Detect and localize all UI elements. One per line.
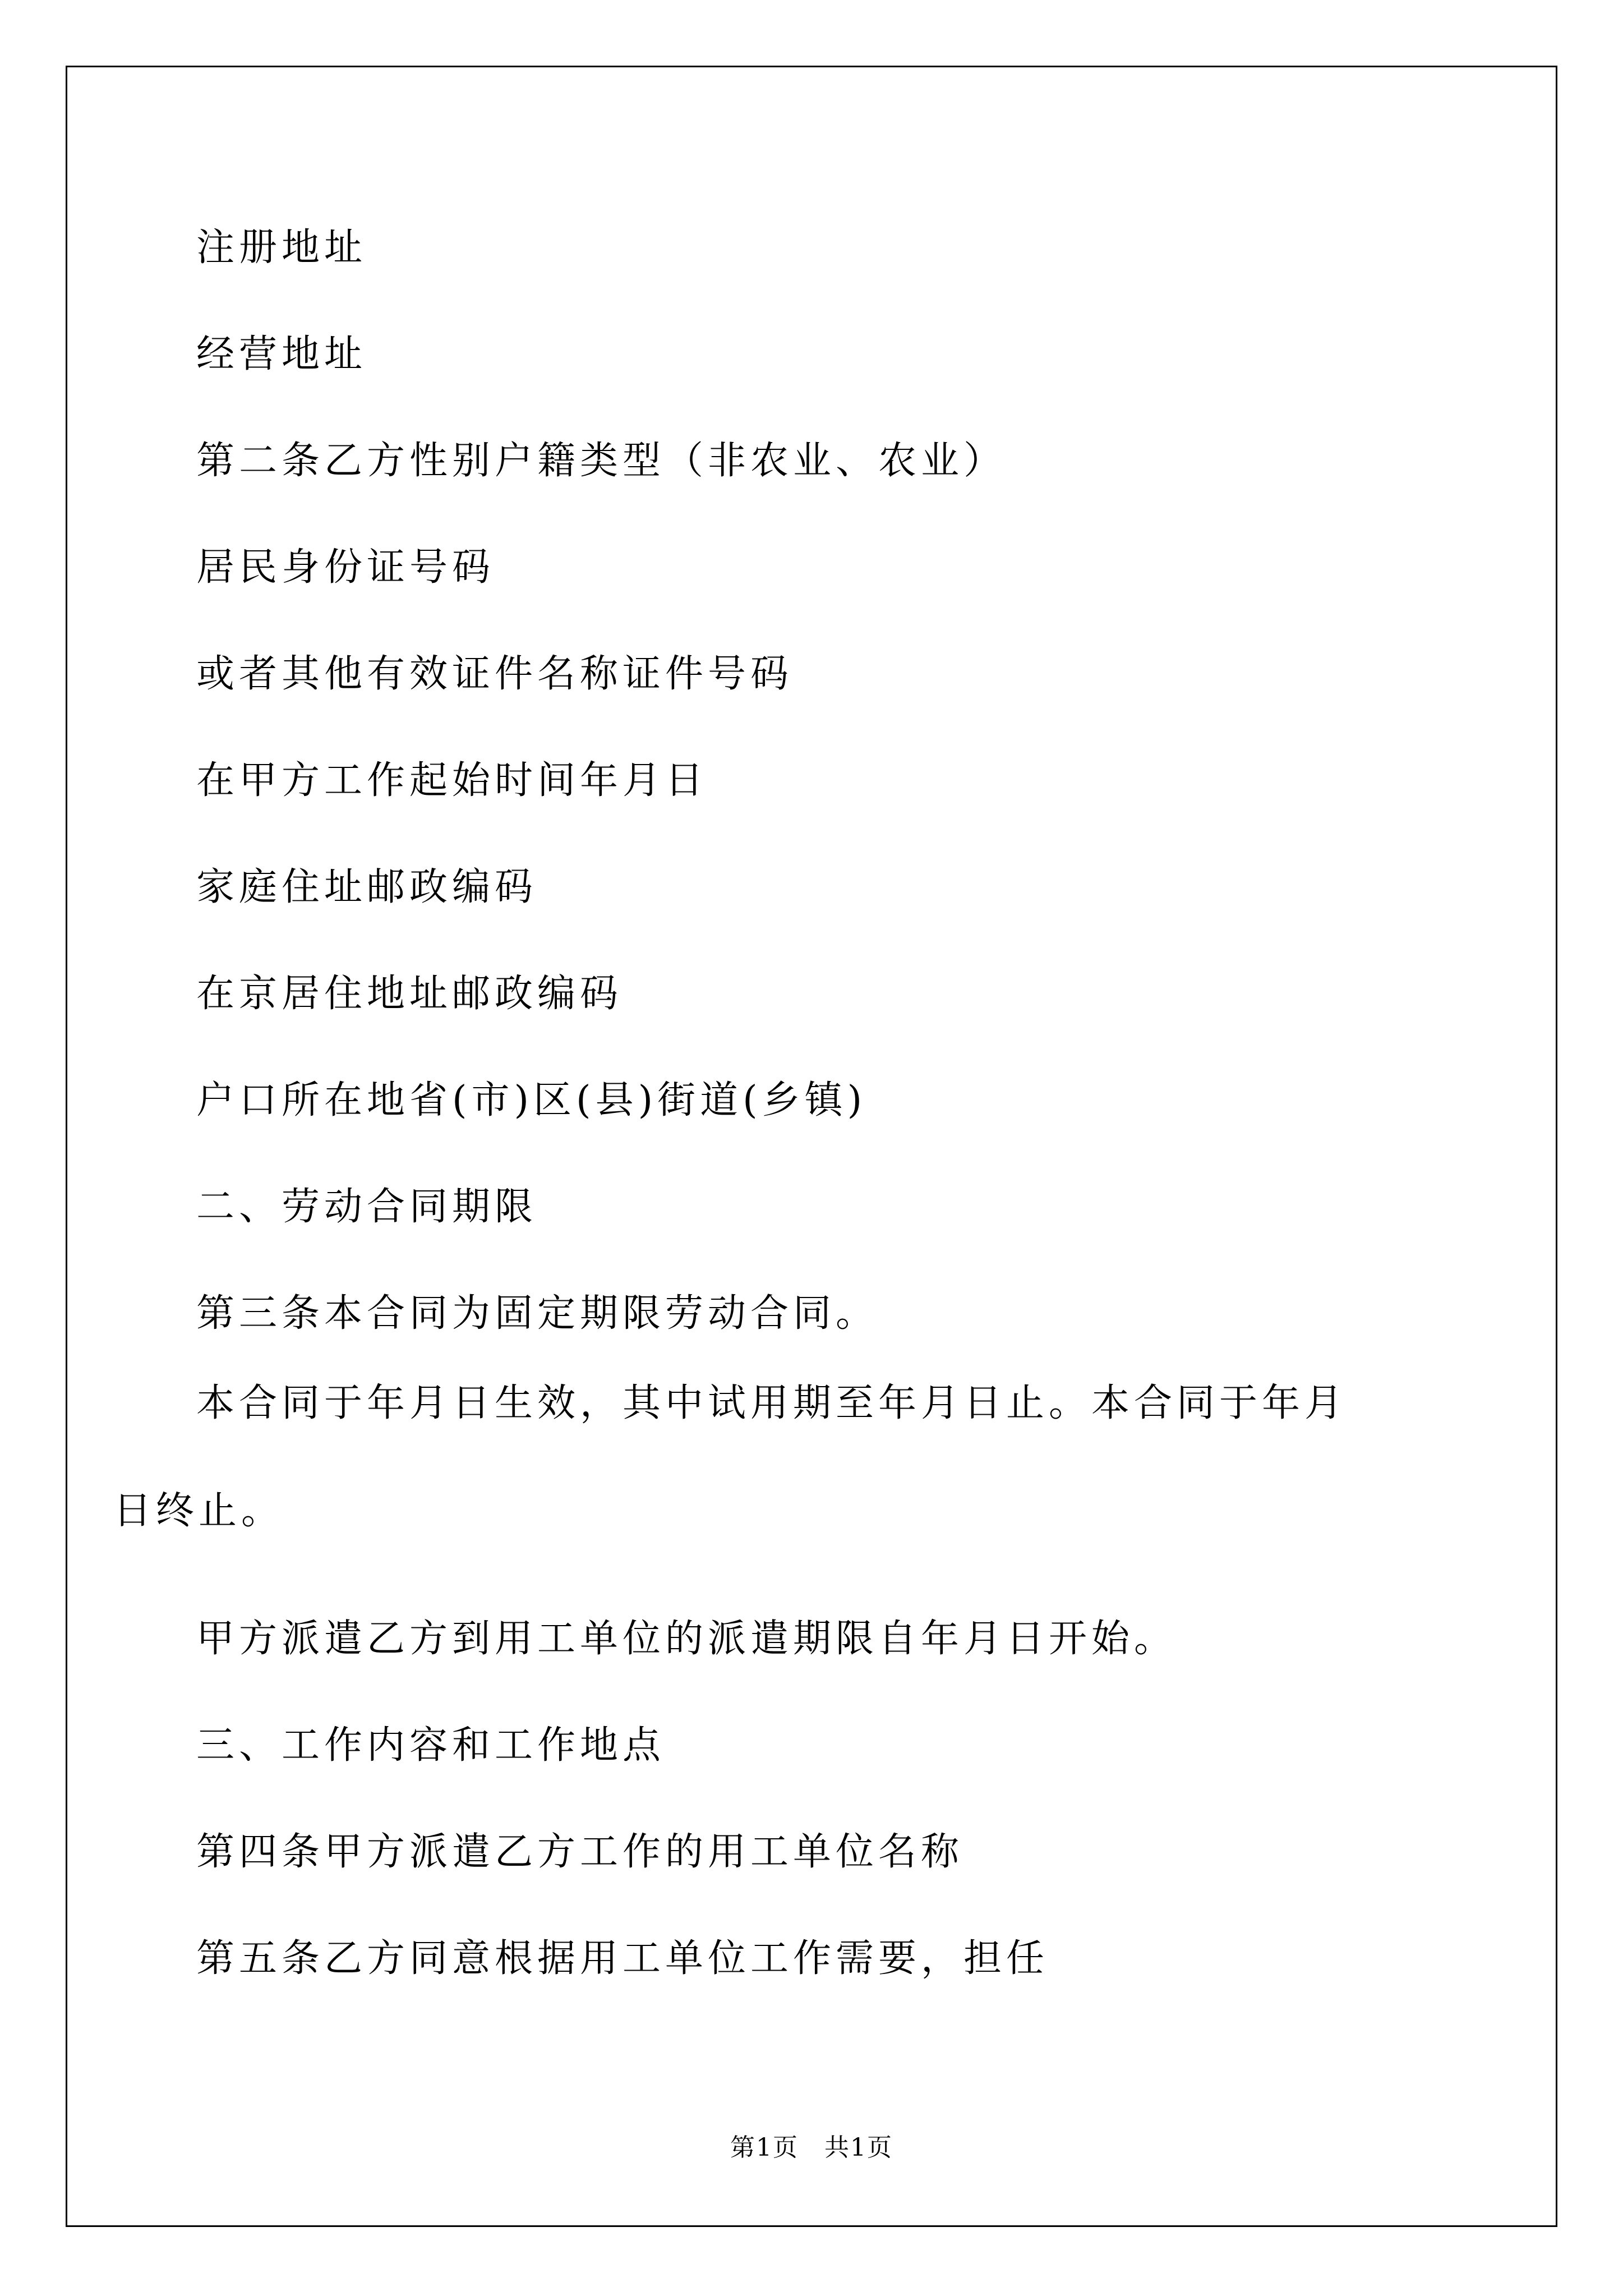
heading-contract-term: 二、劳动合同期限 bbox=[196, 1185, 538, 1229]
line-other-id: 或者其他有效证件名称证件号码 bbox=[196, 652, 794, 696]
line-article-3: 第三条本合同为固定期限劳动合同。 bbox=[196, 1291, 879, 1336]
line-home-address: 家庭住址邮政编码 bbox=[196, 865, 538, 909]
line-registered-address: 注册地址 bbox=[196, 226, 367, 270]
line-start-date: 在甲方工作起始时间年月日 bbox=[196, 758, 708, 803]
line-article-2: 第二条乙方性别户籍类型（非农业、农业） bbox=[196, 439, 1007, 483]
line-dispatch-term: 甲方派遣乙方到用工单位的派遣期限自年月日开始。 bbox=[196, 1617, 1177, 1661]
page-number: 第1页 共1页 bbox=[730, 2133, 893, 2162]
line-business-address: 经营地址 bbox=[196, 332, 367, 376]
line-beijing-address: 在京居住地址邮政编码 bbox=[196, 972, 623, 1016]
line-id-number: 居民身份证号码 bbox=[196, 545, 495, 590]
line-article-5: 第五条乙方同意根据用工单位工作需要，担任 bbox=[196, 1936, 1049, 1981]
heading-work-content: 三、工作内容和工作地点 bbox=[196, 1723, 666, 1768]
line-hukou: 户口所在地省(市)区(县)街道(乡镇) bbox=[196, 1078, 867, 1122]
line-article-4: 第四条甲方派遣乙方工作的用工单位名称 bbox=[196, 1830, 964, 1874]
paragraph-effective-dates-text: 本合同于年月日生效，其中试用期至年月日止。本合同于年月日终止。 bbox=[113, 1381, 1348, 1533]
paragraph-effective-dates bbox=[113, 1350, 1454, 1565]
page-border bbox=[66, 66, 1557, 2227]
